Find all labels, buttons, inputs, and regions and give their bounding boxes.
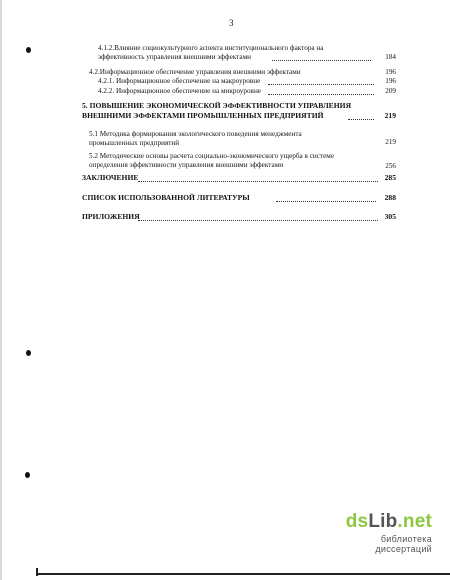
- toc-leader-dots: [268, 94, 374, 95]
- toc-leader-dots: [138, 220, 378, 221]
- dslib-watermark[interactable]: [332, 512, 432, 554]
- toc-page-196a: 196: [385, 68, 396, 76]
- toc-entry-4-2-1: 4.2.1. Информационное обеспечение на макроуровне: [98, 77, 261, 85]
- page-number: 3: [229, 18, 234, 28]
- toc-entry-4-1-2-line2: эффективность управления внешними эффектами: [98, 53, 251, 61]
- toc-page-256: 256: [385, 162, 396, 170]
- toc-entry-5-2-line2: определения эффективности управления внешними эффектами: [89, 161, 284, 169]
- toc-leader-dots: [272, 60, 371, 61]
- toc-page-219-bold: 219: [384, 111, 396, 120]
- toc-entry-conclusion: ЗАКЛЮЧЕНИЕ: [82, 173, 139, 182]
- toc-entry-5-1-line1: 5.1 Методика формирования экологического поведения менеджмента: [89, 130, 302, 138]
- punch-hole-bottom: [25, 472, 30, 478]
- scan-edge: [0, 0, 2, 580]
- toc-page-219: 219: [385, 138, 396, 146]
- logo-lib: Lib: [368, 511, 398, 532]
- toc-entry-4-1-2-line1: 4.1.2.Влияние социокультурного аспекта институционального фактора на: [98, 44, 324, 52]
- toc-page-285: 285: [384, 173, 396, 182]
- logo-net: .net: [397, 511, 432, 532]
- toc-leader-dots: [268, 84, 374, 85]
- dslib-subtitle: библиотека диссертаций: [375, 534, 432, 554]
- toc-page-288: 288: [384, 193, 396, 202]
- toc-page-184: 184: [385, 53, 396, 61]
- punch-hole-top: [26, 47, 31, 53]
- toc-entry-appendices: ПРИЛОЖЕНИЯ: [82, 212, 140, 221]
- dslib-logo: [332, 512, 432, 532]
- toc-leader-dots: [138, 181, 378, 182]
- toc-leader-dots: [276, 201, 376, 202]
- toc-leader-dots: [348, 119, 374, 120]
- punch-hole-middle: [26, 350, 31, 356]
- toc-entry-chapter-5-line2: ВНЕШНИМИ ЭФФЕКТАМИ ПРОМЫШЛЕННЫХ ПРЕДПРИЯТИЙ: [82, 111, 324, 120]
- toc-page-305: 305: [384, 212, 396, 221]
- toc-page-209: 209: [385, 87, 396, 95]
- toc-entry-chapter-5-line1: 5. ПОВЫШЕНИЕ ЭКОНОМИЧЕСКОЙ ЭФФЕКТИВНОСТИ УПРАВЛЕНИЯ: [82, 101, 352, 110]
- toc-entry-bibliography: СПИСОК ИСПОЛЬЗОВАННОЙ ЛИТЕРАТУРЫ: [82, 193, 250, 202]
- page-bottom-edge: [36, 573, 450, 575]
- toc-entry-4-2-2: 4.2.2. Информационное обеспечение на микроуровне: [98, 87, 261, 95]
- toc-entry-4-2: 4.2.Информационное обеспечение управления внешними эффектами: [89, 68, 301, 76]
- toc-entry-5-2-line1: 5.2 Методические основы расчета социально-экономического ущерба в системе: [89, 152, 335, 160]
- logo-ds: ds: [345, 511, 369, 532]
- toc-entry-5-1-line2: промышленных предприятий: [89, 139, 180, 147]
- toc-page-196: 196: [385, 77, 396, 85]
